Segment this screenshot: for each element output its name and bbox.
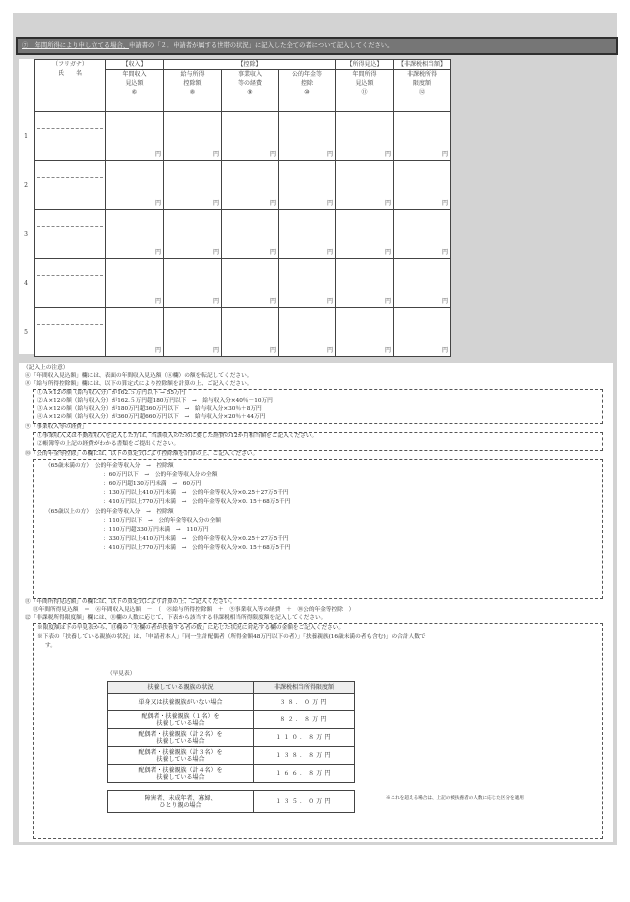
- note-12-line: ※限度額は下の早見表から、⑪欄の「左欄の者が扶養する者の数」に応じた状況に対応する欄の金額をご記入ください。: [37, 625, 345, 631]
- col-header-salary-deduction: 給与所得 控除額 ⑧: [164, 70, 222, 112]
- furigana-divider: [37, 324, 103, 325]
- amount-input[interactable]: 円: [279, 161, 336, 210]
- table-row: [35, 308, 451, 357]
- note-10: ⑩「公的年金等控除」の欄には、以下の算定式により控除額を計算の上、ご記入ください。: [25, 451, 259, 457]
- early-status: 配偶者・扶養親族（１名）を 扶養している場合: [108, 711, 254, 729]
- col-header-pension-deduction: 公的年金等 控除 ⑩: [279, 70, 336, 112]
- table-row: [108, 747, 355, 765]
- group-non-taxable: 【非課税相当額】: [394, 60, 451, 70]
- note-12-line: ※下表の「扶養している親族の状況」は、「申請者本人」「同一生計配偶者（所得金額48万円以下の者）」「扶養親族(16歳未満の者も含む)」の合計人数で: [37, 634, 426, 640]
- note-10-under65: （65歳未満の方） 公的年金等収入分 → 控除額: [45, 463, 174, 469]
- early-header-limit: 非課税相当所得限度額: [254, 682, 355, 694]
- col-header-business-expense: 事業収入 等の経費 ⑨: [222, 70, 279, 112]
- amount-input[interactable]: 円: [164, 112, 222, 161]
- note-9-item: ①事業収入又は不動産収入を記入した方は、当該収入のために要した経費の12か月相当額をご記入ください。: [37, 433, 318, 439]
- group-income-estimate: 【所得見込】: [336, 60, 394, 70]
- early-status: 配偶者・扶養親族（計４名）を 扶養している場合: [108, 765, 254, 783]
- note-8-item: ④Ａ×12の額（給与収入分）が360万円超660万円以下 → 給与収入分×20％＋44万円: [37, 414, 266, 420]
- amount-input[interactable]: 円: [336, 210, 394, 259]
- furigana-divider: [37, 128, 103, 129]
- note-8: ⑧「給与所得控除額」欄には、以下の算定式により控除額を計算の上、ご記入ください。: [25, 381, 253, 387]
- amount-input[interactable]: 円: [279, 210, 336, 259]
- row-number: 2: [24, 182, 28, 189]
- early-table-title: （早見表）: [107, 671, 136, 677]
- table-row: [35, 112, 451, 161]
- name-input[interactable]: [35, 112, 106, 161]
- early-status: 障害者、未成年者、寡婦、 ひとり親の場合: [108, 791, 254, 813]
- table-row: [35, 161, 451, 210]
- furigana-divider: [37, 226, 103, 227]
- early-reference-table: [107, 681, 355, 813]
- name-header: [35, 60, 106, 112]
- amount-input[interactable]: 円: [222, 161, 279, 210]
- note-11: ⑪「年間所得見込額」の欄には、以下の算定式により計算の上、ご記入ください。: [25, 599, 236, 605]
- note-10-item: ：110万円超330万円未満 → 110万円: [103, 527, 209, 533]
- row-number: 4: [24, 280, 28, 287]
- amount-input[interactable]: 円: [394, 210, 451, 259]
- amount-input[interactable]: 円: [394, 308, 451, 357]
- amount-input[interactable]: 円: [279, 259, 336, 308]
- amount-input[interactable]: 円: [279, 308, 336, 357]
- amount-input[interactable]: 円: [222, 210, 279, 259]
- income-table: [34, 59, 451, 357]
- group-deduction: 【控除】: [164, 60, 336, 70]
- early-status: 単身又は扶養親族がいない場合: [108, 694, 254, 711]
- amount-input[interactable]: 円: [222, 308, 279, 357]
- note-10-item: ：60万円以下 → 公的年金等収入分の全額: [103, 472, 218, 478]
- early-value: ３８．０万円: [254, 694, 355, 711]
- early-value: １３８．８万円: [254, 747, 355, 765]
- name-input[interactable]: [35, 210, 106, 259]
- table-row: [108, 765, 355, 783]
- early-value: １３５．０万円: [254, 791, 355, 813]
- amount-input[interactable]: 円: [164, 210, 222, 259]
- amount-input[interactable]: 円: [336, 308, 394, 357]
- amount-input[interactable]: 円: [106, 210, 164, 259]
- early-header-status: 扶養している親族の状況: [108, 682, 254, 694]
- table-row: [108, 791, 355, 813]
- amount-input[interactable]: 円: [164, 259, 222, 308]
- note-9: ⑨「事業収入等の経費」: [25, 424, 88, 430]
- amount-input[interactable]: 円: [279, 112, 336, 161]
- name-label: 氏 名: [57, 70, 82, 77]
- furigana-divider: [37, 275, 103, 276]
- amount-input[interactable]: 円: [394, 112, 451, 161]
- note-8-item: ②Ａ×12の額（給与収入分）が162.５万円超180万円以下 → 給与収入分×40％－10万円: [37, 398, 273, 404]
- name-input[interactable]: [35, 308, 106, 357]
- amount-input[interactable]: 円: [222, 112, 279, 161]
- amount-input[interactable]: 円: [106, 259, 164, 308]
- note-8-item: ①Ａ×12の額（給与収入分）が162.５万円以下 → 55万円: [37, 390, 186, 396]
- table-spacer: [254, 783, 355, 791]
- table-row: [108, 694, 355, 711]
- early-value: ８２．８万円: [254, 711, 355, 729]
- section-header-text: 申請書の「２．申請者が属する世帯の状況」に記入した全ての者について記入してください。: [129, 42, 394, 49]
- amount-input[interactable]: 円: [336, 259, 394, 308]
- name-input[interactable]: [35, 259, 106, 308]
- table-row: [108, 729, 355, 747]
- row-number: 5: [24, 329, 28, 336]
- note-10-item: ：110万円以下 → 公的年金等収入分の全額: [103, 518, 221, 524]
- col-header-non-taxable-limit: 非課税所得 限度額 ⑫: [394, 70, 451, 112]
- amount-input[interactable]: 円: [394, 259, 451, 308]
- notes-title: （記入上の注意）: [23, 365, 69, 371]
- early-value: １１０．８万円: [254, 729, 355, 747]
- row-number: 3: [24, 231, 28, 238]
- early-value: １６６．８万円: [254, 765, 355, 783]
- table-row: [108, 711, 355, 729]
- amount-input[interactable]: 円: [106, 112, 164, 161]
- group-income: 【収入】: [106, 60, 164, 70]
- furigana-label: （フリガナ）: [52, 61, 88, 68]
- note-6: ⑥「年間収入見込額」欄には、表面の年間収入見込額（⑥欄）の額を転記してください。: [25, 373, 253, 379]
- table-row: [35, 259, 451, 308]
- note-10-item: ：60万円超130万円未満 → 60万円: [103, 481, 202, 487]
- early-status: 配偶者・扶養親族（計３名）を 扶養している場合: [108, 747, 254, 765]
- section-header-prefix: ⑦ 年間所得により申し立てる場合、: [22, 42, 130, 49]
- col-header-annual-income-estimate: 年間所得 見込額 ⑪: [336, 70, 394, 112]
- early-table-footnote: ※これを超える場合は、上記の被扶養者の人数に応じた区分を適用: [386, 796, 524, 801]
- note-11-formula: ⑪年間所得見込額 ＝ ⑥年間収入見込額 － （ ⑧給与所得控除額 ＋ ⑨事業収入等の経費 ＋ ⑩公的年金等控除 ）: [33, 607, 355, 613]
- name-input[interactable]: [35, 161, 106, 210]
- table-row: [35, 210, 451, 259]
- amount-input[interactable]: 円: [164, 308, 222, 357]
- furigana-divider: [37, 177, 103, 178]
- note-10-item: ：410万円以上770万円未満 → 公的年金等収入分×0. 15＋68万5千円: [103, 499, 291, 505]
- amount-input[interactable]: 円: [336, 161, 394, 210]
- amount-input[interactable]: 円: [164, 161, 222, 210]
- note-12: ⑫「非課税所得限度額」欄には、⑪欄の人数に応じて、下表から該当する非課税相当所得限度額を記入してください。: [25, 615, 327, 621]
- note-9-item: ②帳簿等の上記の経費がわかる書類をご提出ください。: [37, 441, 180, 447]
- amount-input[interactable]: 円: [394, 161, 451, 210]
- amount-input[interactable]: 円: [106, 308, 164, 357]
- note-10-item: ：130万円以上410万円未満 → 公的年金等収入分×0.25＋27万5千円: [103, 490, 289, 496]
- amount-input[interactable]: 円: [336, 112, 394, 161]
- note-12-line: す。: [45, 643, 56, 649]
- row-number: 1: [24, 133, 28, 140]
- table-spacer: [108, 783, 254, 791]
- note-10-item: ：330万円以上410万円未満 → 公的年金等収入分×0.25＋27万5千円: [103, 536, 289, 542]
- section-header: [16, 37, 618, 55]
- note-8-item: ③Ａ×12の額（給与収入分）が180万円超360万円以下 → 給与収入分×30％＋8万円: [37, 406, 262, 412]
- amount-input[interactable]: 円: [106, 161, 164, 210]
- amount-input[interactable]: 円: [222, 259, 279, 308]
- note-10-item: ：410万円以上770万円未満 → 公的年金等収入分×0. 15＋68万5千円: [103, 545, 291, 551]
- note-10-over65: （65歳以上の方） 公的年金等収入分 → 控除額: [45, 509, 174, 515]
- col-header-annual-income: 年間収入 見込額 ⑥: [106, 70, 164, 112]
- early-status: 配偶者・扶養親族（計２名）を 扶養している場合: [108, 729, 254, 747]
